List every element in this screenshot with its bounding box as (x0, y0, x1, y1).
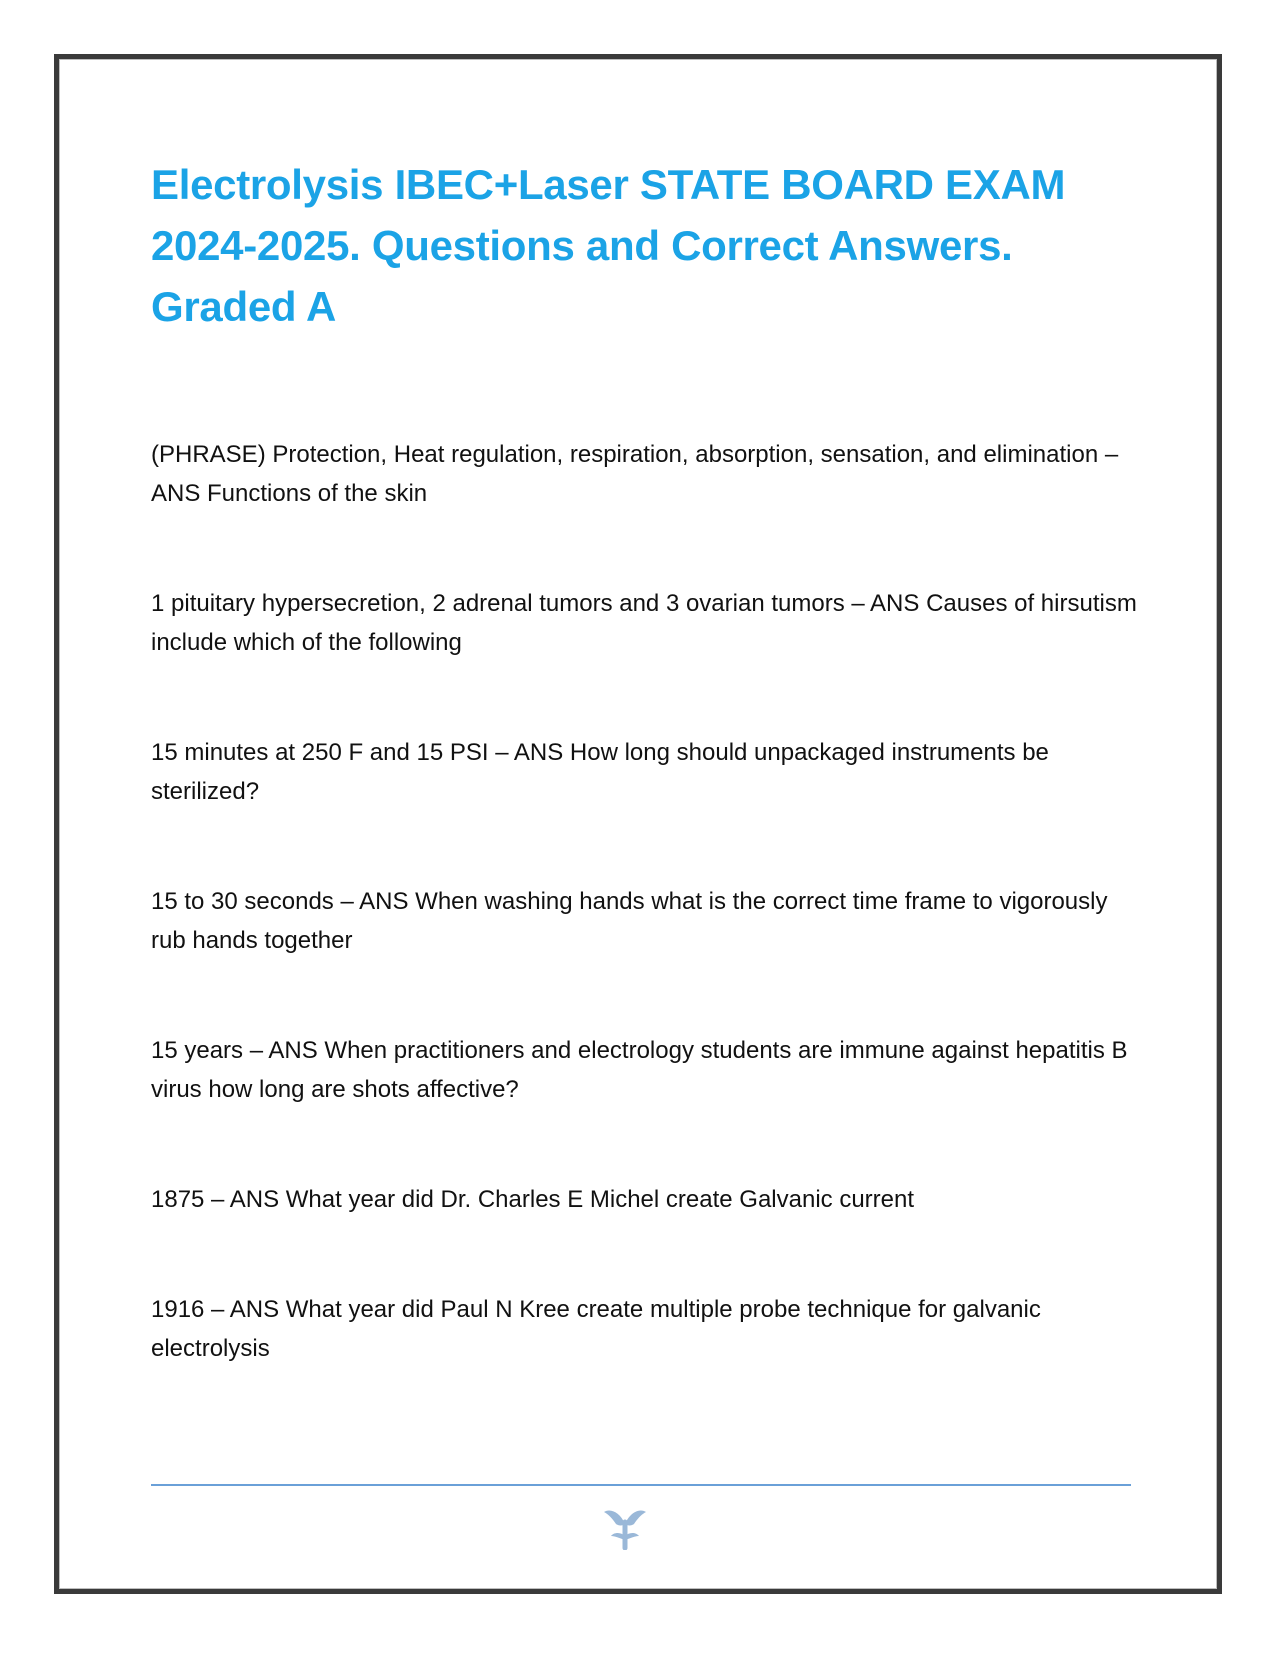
qa-item: 15 minutes at 250 F and 15 PSI – ANS How long should unpackaged instruments be sterilized? (151, 739, 1049, 805)
qa-list (151, 435, 1141, 1368)
qa-item: 1875 – ANS What year did Dr. Charles E Michel create Galvanic current (151, 1186, 915, 1213)
qa-item: 1916 – ANS What year did Paul N Kree create multiple probe technique for galvanic electrolysis (151, 1296, 1041, 1362)
sprout-logo-icon (602, 1502, 648, 1550)
qa-item: 1 pituitary hypersecretion, 2 adrenal tumors and 3 ovarian tumors – ANS Causes of hirsutism include which of the following (151, 590, 1137, 656)
page-frame (54, 54, 1222, 1594)
qa-item: 15 years – ANS When practitioners and electrology students are immune against hepatitis B virus how long are shots affective? (151, 1037, 1128, 1103)
document-content (151, 154, 1141, 1439)
qa-item: 15 to 30 seconds – ANS When washing hands what is the correct time frame to vigorously rub hands together (151, 888, 1108, 954)
footer-divider (151, 1484, 1131, 1486)
qa-item: (PHRASE) Protection, Heat regulation, respiration, absorption, sensation, and elimination – ANS Functions of the skin (151, 441, 1119, 507)
document-title: Electrolysis IBEC+Laser STATE BOARD EXAM 2024-2025. Questions and Correct Answers. Graded A (151, 161, 1066, 330)
